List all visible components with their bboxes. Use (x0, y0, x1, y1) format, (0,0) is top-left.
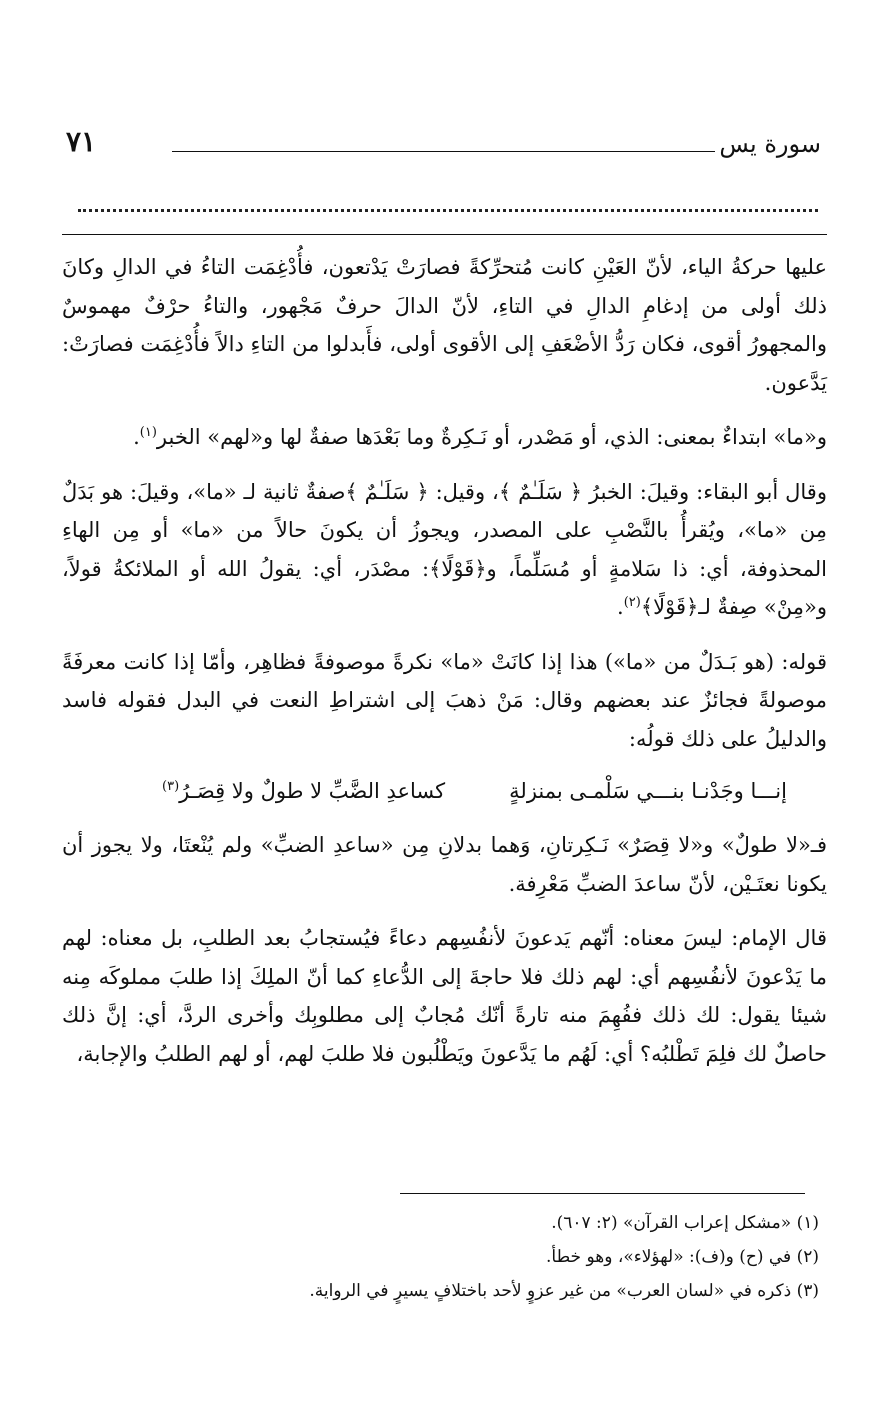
main-text (62, 248, 827, 1073)
paragraph-3 (62, 473, 827, 627)
verse-first-hemistich: إنـــا وجَدْنـا بنـــي سَلْمـى بمنزلةٍ (509, 779, 787, 803)
paragraph-2-end: . (133, 425, 140, 449)
paragraph-2-text: و«ما» ابتداءٌ بمعنى: الذي، أو مَصْدر، أو نَـكِرةٌ وما بَعْدَها صفةٌ لها و«لهم» الخبر (156, 425, 827, 449)
paragraph-4: قوله: (هو بَـدَلٌ من «ما») هذا إذا كانَتْ «ما» نكرةً موصوفةً فظاهِر، وأمّا إذا كانت معرفَةً موصولةً فجائزٌ عند بعضهم وقال: مَنْ ذهبَ إلى اشتراطِ النعت في البدل فقوله فاسد والدليلُ على ذلك قولُه: (62, 649, 827, 751)
footnote-rule (400, 1193, 805, 1194)
paragraph-2 (62, 418, 827, 457)
surah-title: سورة يس (719, 130, 821, 158)
footnotes (59, 1206, 819, 1308)
paragraph-3-end: . (617, 595, 624, 619)
header-rule (172, 151, 715, 152)
page-header (62, 124, 827, 168)
text-top-rule (62, 234, 827, 235)
footnote-ref-1: (١) (139, 425, 157, 440)
footnote-2: (٢) في (ح) و(ف): «لهؤلاء»، وهو خطأ. (546, 1247, 819, 1267)
page-number: ٧١ (66, 125, 97, 158)
poetry-verse (62, 772, 827, 810)
paragraph-1: عليها حركةُ الياء، لأنّ العَيْنِ كانت مُتحرِّكةً فصارَتْ يَدْتعون، فأُدْغِمَت التاءُ في الدالِ وكانَ ذلك أولى من إدغامِ الدالِ في التاءِ، لأنّ الدالَ حرفٌ مَجْهور، والتاءُ حرْفٌ مهموسٌ والمجهورُ أقوى، فكان رَدُّ الأضْعَفِ إلى الأقوى أولى، فأَبدلوا من التاءِ دالاً فأُدْغِمَت فصارَتْ: يَدَّعون. (62, 255, 827, 395)
paragraph-5: فـ«لا طولٌ» و«لا قِصَرٌ» نَـكِرتانِ، وَهما بدلانِ مِن «ساعدِ الضبِّ» ولم يُنْعتَا، ولا يجوز أن يكونا نعتَـيْن، لأنّ ساعدَ الضبِّ مَعْرِفة. (62, 833, 827, 896)
paragraph-3-text: وقال أبو البقاء: وقيلَ: الخبرُ ﴿ سَلَـٰمٌ ﴾، وقيل: ﴿ سَلَـٰمٌ ﴾صفةٌ ثانية لـ «ما»، وقيلَ: هو بَدَلٌ مِن «ما»، ويُقرأُ بالنَّصْبِ على المصدر، ويجوزُ أن يكونَ حالاً من «ما» أو مِن الهاءِ المحذوفة، أي: ذا سَلامةٍ أو مُسَلِّماً، و﴿قَوْلًا﴾: مصْدَر، أي: يقولُ الله أو الملائكةُ قولاً، و«مِنْ» صِفةٌ لـ﴿قَوْلًا﴾ (62, 479, 827, 619)
dotted-separator (78, 209, 818, 212)
verse-second-text: كساعدِ الضَّبِّ لا طولٌ ولا قِصَـرُ (179, 779, 446, 803)
footnote-1: (١) «مشكل إعراب القرآن» (٢: ٦٠٧). (551, 1213, 819, 1233)
footnote-ref-2: (٢) (623, 595, 641, 610)
paragraph-6: قال الإمام: ليسَ معناه: أنّهم يَدعونَ لأنفُسِهم دعاءً فيُستجابُ بعد الطلبِ، بل معناه: لهم ما يَدْعونَ لأنفُسِهم أي: لهم ذلك فلا حاجةَ إلى الدُّعاءِ كما أنّ الملِكَ إذا طلبَ مملوكَه مِنه شيئا يقول: لك ذلك ففُهِمَ منه تارةً أنّك مُجابٌ إلى مطلوبِك وأخرى الردَّ، أي: إنَّ ذلك حاصلٌ لك فلِمَ تَطْلبُه؟ أي: لَهُم ما يَدَّعونَ ويَطْلُبون فلا طلبَ لهم، أو لهم الطلبُ والإجابة، (62, 926, 827, 1066)
verse-second-hemistich (162, 772, 445, 811)
footnote-ref-3: (٣) (162, 779, 180, 794)
footnote-3: (٣) ذكره في «لسان العرب» من غير عزوٍ لأحد باختلافٍ يسيرٍ في الرواية. (309, 1281, 819, 1301)
